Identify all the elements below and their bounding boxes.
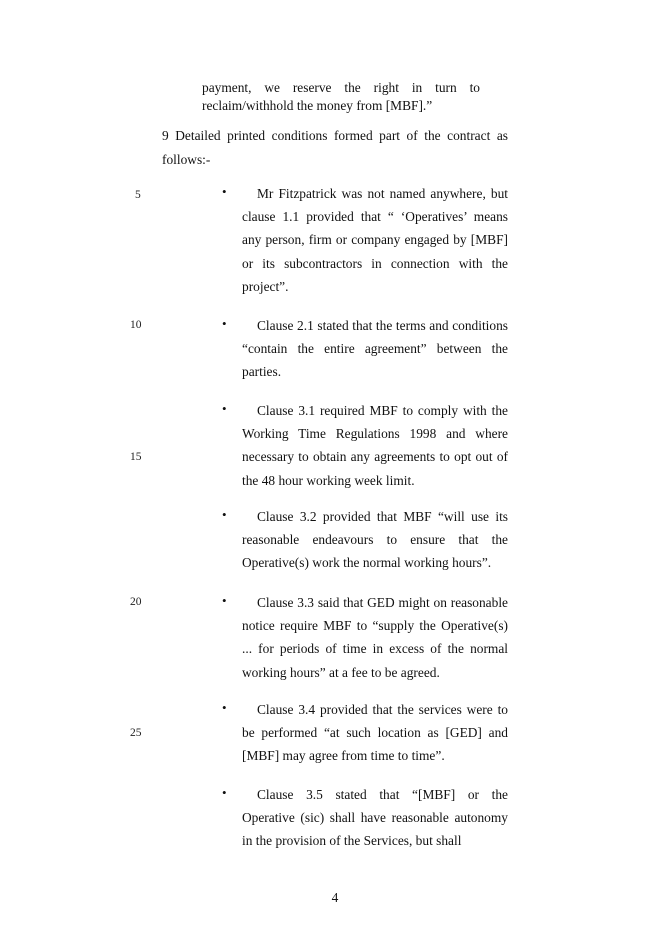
- bullet-icon: •: [222, 401, 227, 416]
- bullet-icon: •: [222, 184, 227, 199]
- line-number-20: 20: [130, 596, 142, 608]
- list-item-text: Clause 3.2 provided that MBF “will use its reasonable endeavours to ensure that the Operative(s) work the normal working hours”.: [242, 509, 508, 571]
- list-item-clause-3-2: [242, 505, 508, 575]
- quote-line-2: reclaim/withhold the money from [MBF].”: [202, 98, 433, 113]
- line-number-10: 10: [130, 319, 142, 331]
- line-number-5: 5: [135, 189, 141, 201]
- line-number-15: 15: [130, 451, 142, 463]
- list-item-clause-3-3: [242, 591, 508, 684]
- list-item-text: Clause 3.3 said that GED might on reasonable notice require MBF to “supply the Operative(s) ... for periods of time in excess of the normal working hours” at a fee to be agreed.: [242, 595, 508, 680]
- list-item-clause-3-4: [242, 698, 508, 768]
- list-item-clause-2-1: [242, 314, 508, 384]
- quoted-text-block: [202, 79, 480, 115]
- bullet-icon: •: [222, 316, 227, 331]
- quote-line-1: payment, we reserve the right in turn to: [202, 80, 480, 95]
- page-number: 4: [331, 890, 339, 905]
- bullet-icon: •: [222, 700, 227, 715]
- list-item-clause-1-1: [242, 182, 508, 298]
- list-item-text: Clause 3.5 stated that “[MBF] or the Operative (sic) shall have reasonable autonomy in the provision of the Services, but shall: [242, 787, 508, 849]
- bullet-icon: •: [222, 593, 227, 608]
- paragraph-9: 9 Detailed printed conditions formed part of the contract as follows:-: [162, 128, 508, 167]
- list-item-text: Clause 2.1 stated that the terms and conditions “contain the entire agreement” between the parties.: [242, 318, 508, 380]
- bullet-icon: •: [222, 507, 227, 522]
- list-item-text: Clause 3.4 provided that the services were to be performed “at such location as [GED] and [MBF] may agree from time to time”.: [242, 702, 508, 764]
- list-item-clause-3-1: [242, 399, 508, 492]
- list-item-text: Clause 3.1 required MBF to comply with the Working Time Regulations 1998 and where necessary to obtain any agreements to opt out of the 48 hour working week limit.: [242, 403, 508, 488]
- line-number-25: 25: [130, 727, 142, 739]
- bullet-icon: •: [222, 785, 227, 800]
- list-item-clause-3-5: [242, 783, 508, 853]
- list-item-text: Mr Fitzpatrick was not named anywhere, but clause 1.1 provided that “ ‘Operatives’ means any person, firm or company engaged by [MBF] or its subcontractors in connection with the project”.: [242, 186, 508, 294]
